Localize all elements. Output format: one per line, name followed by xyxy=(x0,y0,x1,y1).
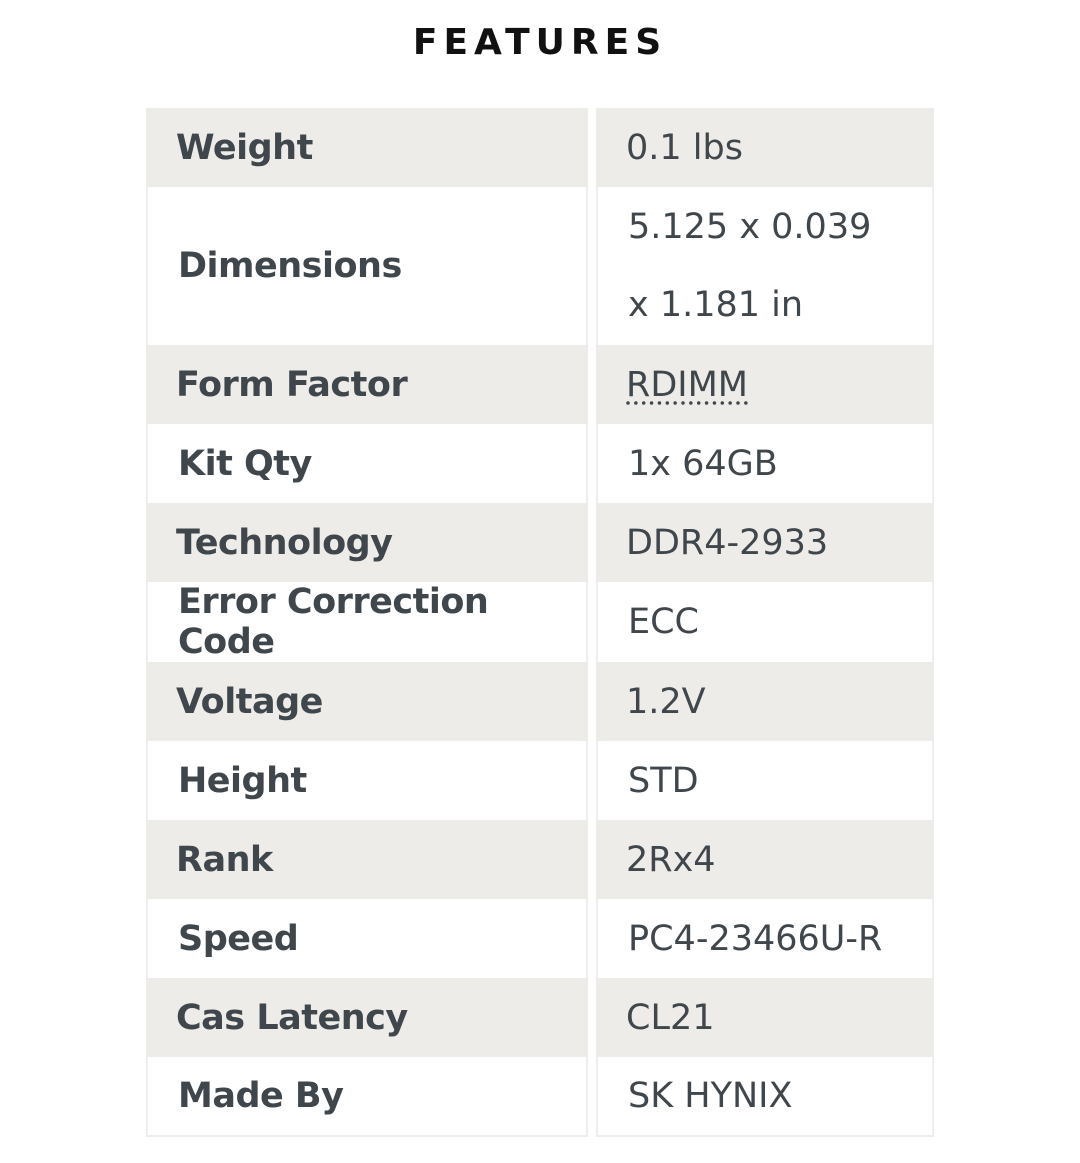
table-row xyxy=(146,187,934,345)
features-title: FEATURES xyxy=(412,22,668,63)
table-row xyxy=(146,662,934,741)
form-factor-abbreviation[interactable]: RDIMM xyxy=(626,364,748,405)
row-value-error-correction-code: ECC xyxy=(596,582,934,662)
row-label-form-factor: Form Factor xyxy=(146,345,588,424)
row-label-height: Height xyxy=(146,741,588,820)
row-label-technology: Technology xyxy=(146,503,588,582)
table-row xyxy=(146,424,934,503)
table-row xyxy=(146,1057,934,1137)
features-table xyxy=(138,108,942,1137)
table-row xyxy=(146,741,934,820)
table-row xyxy=(146,899,934,978)
row-label-error-correction-code: Error Correction Code xyxy=(146,582,588,662)
row-value-speed: PC4-23466U-R xyxy=(596,899,934,978)
row-value-height: STD xyxy=(596,741,934,820)
table-row xyxy=(146,978,934,1057)
row-label-voltage: Voltage xyxy=(146,662,588,741)
row-value-cas-latency: CL21 xyxy=(596,978,934,1057)
row-value-technology: DDR4-2933 xyxy=(596,503,934,582)
table-row xyxy=(146,820,934,899)
row-value-voltage: 1.2V xyxy=(596,662,934,741)
row-label-dimensions: Dimensions xyxy=(146,187,588,345)
row-label-made-by: Made By xyxy=(146,1057,588,1137)
table-row xyxy=(146,108,934,187)
row-value-dimensions: 5.125 x 0.039 x 1.181 in xyxy=(596,187,934,345)
row-value-rank: 2Rx4 xyxy=(596,820,934,899)
table-row xyxy=(146,582,934,662)
row-label-speed: Speed xyxy=(146,899,588,978)
row-value-weight: 0.1 lbs xyxy=(596,108,934,187)
table-row xyxy=(146,503,934,582)
row-label-rank: Rank xyxy=(146,820,588,899)
row-label-kit-qty: Kit Qty xyxy=(146,424,588,503)
row-value-form-factor xyxy=(596,345,934,424)
row-label-weight: Weight xyxy=(146,108,588,187)
row-value-made-by: SK HYNIX xyxy=(596,1057,934,1137)
row-label-cas-latency: Cas Latency xyxy=(146,978,588,1057)
row-value-kit-qty: 1x 64GB xyxy=(596,424,934,503)
table-row xyxy=(146,345,934,424)
